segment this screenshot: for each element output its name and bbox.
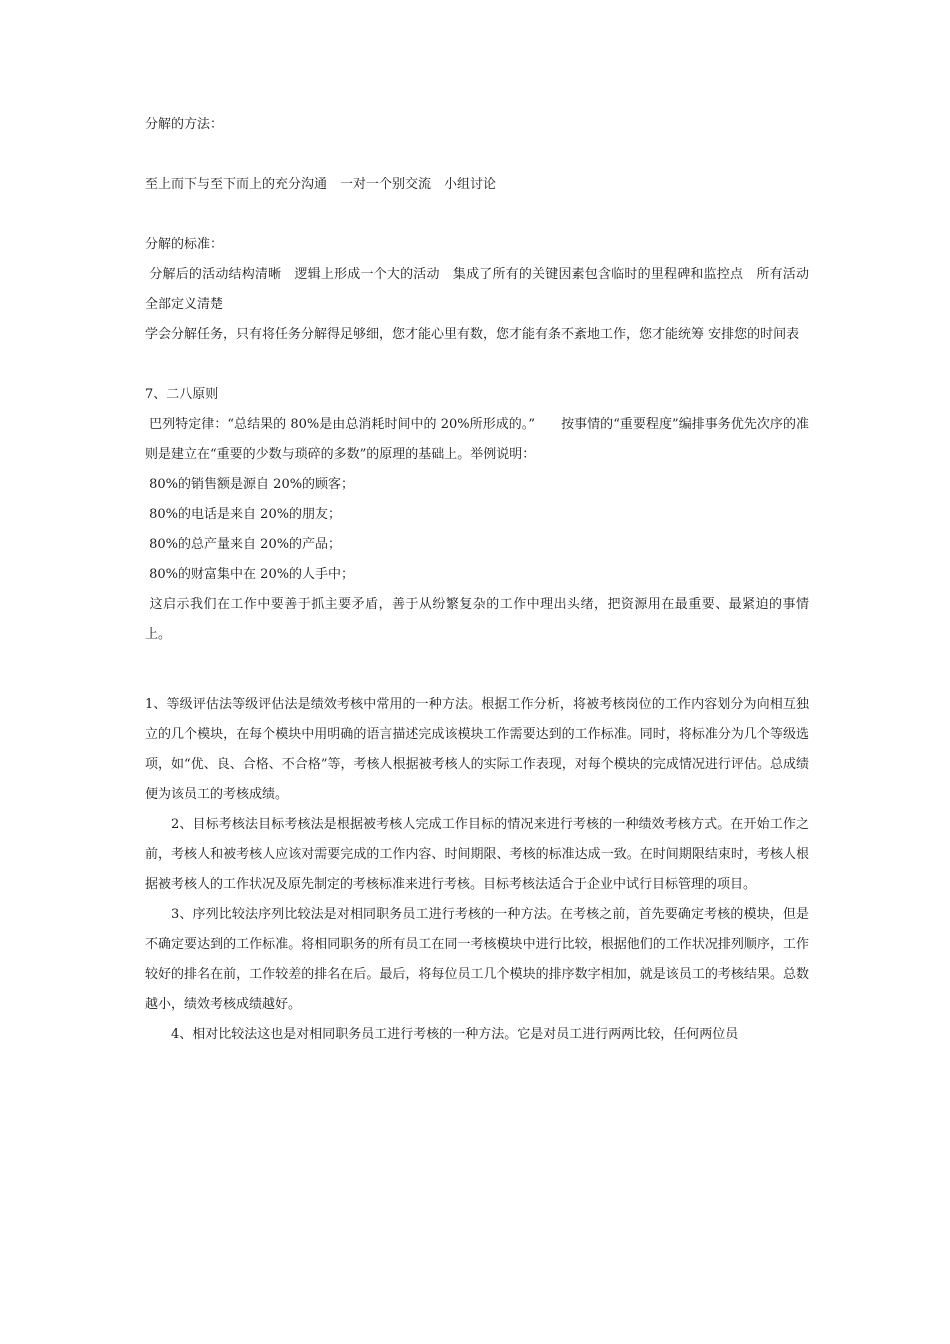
standard-text: 分解后的活动结构清晰 逻辑上形成一个大的活动 集成了所有的关键因素包含临时的里程碑和监控点 所有活动全部定义清楚: [145, 267, 809, 312]
pareto-example-2: 80%的电话是来自 20%的朋友；: [145, 507, 342, 522]
pareto-intro: 巴列特定律：“总结果的 80%是由总消耗时间中的 20%所形成的。” 按事情的“重要程度”编排事务优先次序的准则是建立在“重要的少数与琐碎的多数”的原理的基础上。举例说明：: [145, 417, 809, 462]
spacer: [145, 200, 809, 230]
method-item-1: 1、等级评估法等级评估法是绩效考核中常用的一种方法。根据工作分析，将被考核岗位的工作内容划分为向相互独立的几个模块，在每个模块中用明确的语言描述完成该模块工作需要达到的工作标准。同时，将标准分为几个等级选项，如“优、良、合格、不合格”等，考核人根据被考核人的实际工作表现，对每个模块的完成情况进行评估。总成绩便为该员工的考核成绩。: [145, 697, 809, 802]
pareto-conclusion: 这启示我们在工作中要善于抓主要矛盾，善于从纷繁复杂的工作中理出头绪，把资源用在最重要、最紧迫的事情上。: [145, 597, 809, 642]
spacer: [145, 140, 809, 170]
pareto-title: 7、二八原则: [145, 387, 219, 402]
pareto-example-3: 80%的总产量来自 20%的产品；: [145, 537, 342, 552]
document-page: [145, 110, 809, 1050]
spacer: [145, 350, 809, 380]
method-text: 至上而下与至下而上的充分沟通 一对一个别交流 小组讨论: [145, 177, 497, 192]
method-title: 分解的方法：: [145, 117, 224, 132]
standard-title: 分解的标准：: [145, 237, 224, 252]
method-item-4: 4、相对比较法这也是对相同职务员工进行考核的一种方法。它是对员工进行两两比较，任何两位员: [171, 1027, 739, 1042]
advice-text: 学会分解任务，只有将任务分解得足够细，您才能心里有数，您才能有条不紊地工作，您才能统筹 安排您的时间表: [145, 327, 800, 342]
spacer: [145, 680, 809, 690]
method-item-3: 3、序列比较法序列比较法是对相同职务员工进行考核的一种方法。在考核之前，首先要确定考核的模块，但是不确定要达到的工作标准。将相同职务的所有员工在同一考核模块中进行比较，根据他们的工作状况排列顺序，工作较好的排名在前，工作较差的排名在后。最后，将每位员工几个模块的排序数字相加，就是该员工的考核结果。总数越小，绩效考核成绩越好。: [145, 907, 809, 1012]
spacer: [145, 650, 809, 680]
pareto-example-4: 80%的财富集中在 20%的人手中；: [145, 567, 355, 582]
method-item-2: 2、目标考核法目标考核法是根据被考核人完成工作目标的情况来进行考核的一种绩效考核方式。在开始工作之前，考核人和被考核人应该对需要完成的工作内容、时间期限、考核的标准达成一致。在时间期限结束时，考核人根据被考核人的工作状况及原先制定的考核标准来进行考核。目标考核法适合于企业中试行目标管理的项目。: [145, 817, 809, 892]
pareto-example-1: 80%的销售额是源自 20%的顾客；: [145, 477, 355, 492]
